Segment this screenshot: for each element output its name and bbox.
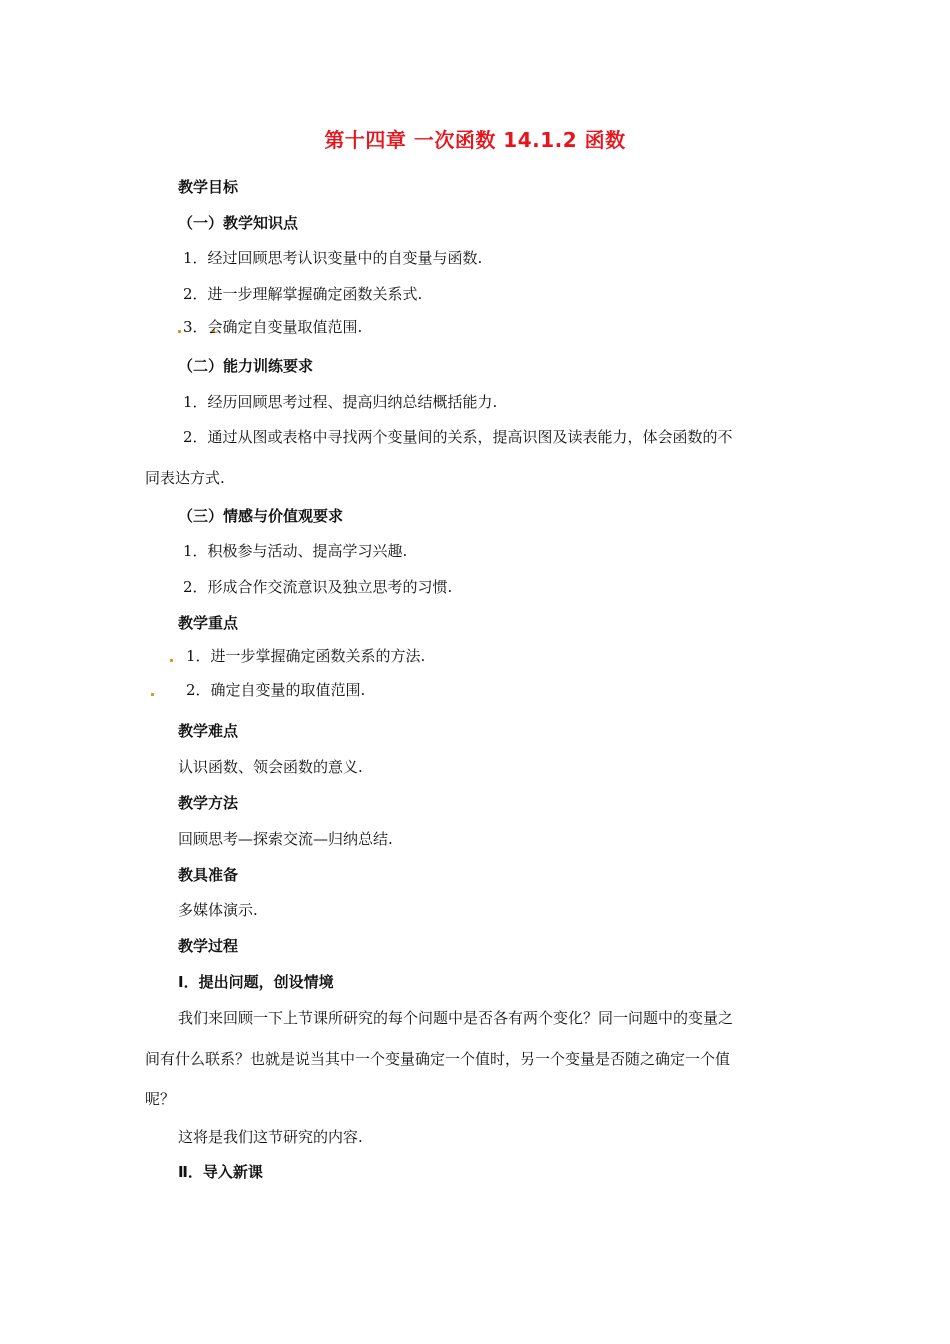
key-point-item-1: 1．进一步掌握确定函数关系的方法. <box>186 647 426 665</box>
marker-dot <box>151 693 154 696</box>
key-point-item-2: 2．确定自变量的取值范围. <box>186 681 366 699</box>
process-paragraph-2: 这将是我们这节研究的内容. <box>178 1128 363 1146</box>
heading-key-points: 教学重点 <box>178 614 239 632</box>
marker-dot <box>170 659 173 662</box>
process-step-2-heading: Ⅱ．导入新课 <box>178 1163 263 1181</box>
marker-dot <box>178 330 181 333</box>
process-step-1-heading: Ⅰ．提出问题，创设情境 <box>178 973 334 991</box>
process-paragraph-line-1: 我们来回顾一下上节课所研究的每个问题中是否各有两个变化？同一问题中的变量之 <box>178 1009 734 1027</box>
process-paragraph-line-3: 呢？ <box>145 1090 176 1108</box>
knowledge-item-2: 2．进一步理解掌握确定函数关系式. <box>183 285 423 303</box>
document-title: 第十四章 一次函数 14.1.2 函数 <box>324 128 626 152</box>
teaching-aids-text: 多媒体演示. <box>178 901 258 919</box>
subheading-ability-requirements: （二）能力训练要求 <box>178 357 314 375</box>
subheading-values-requirements: （三）情感与价值观要求 <box>178 507 344 525</box>
teaching-method-text: 回顾思考—探索交流—归纳总结. <box>178 830 393 848</box>
knowledge-item-1: 1．经过回顾思考认识变量中的自变量与函数. <box>183 249 483 267</box>
knowledge-item-3: 3．会确定自变量取值范围. <box>183 318 363 336</box>
ability-item-1: 1．经历回顾思考过程、提高归纳总结概括能力. <box>183 393 498 411</box>
ability-item-2-continued: 同表达方式. <box>145 469 225 487</box>
ability-item-2: 2．通过从图或表格中寻找两个变量间的关系，提高识图及读表能力，体会函数的不 <box>183 428 733 446</box>
process-paragraph-line-2: 间有什么联系？也就是说当其中一个变量确定一个值时，另一个变量是否随之确定一个值 <box>145 1050 731 1068</box>
subheading-knowledge-points: （一）教学知识点 <box>178 214 299 232</box>
heading-difficulties: 教学难点 <box>178 722 239 740</box>
difficulties-text: 认识函数、领会函数的意义. <box>178 758 363 776</box>
values-item-1: 1．积极参与活动、提高学习兴趣. <box>183 542 408 560</box>
heading-teaching-process: 教学过程 <box>178 937 239 955</box>
values-item-2: 2．形成合作交流意识及独立思考的习惯. <box>183 578 453 596</box>
heading-teaching-aids: 教具准备 <box>178 866 239 884</box>
heading-teaching-method: 教学方法 <box>178 794 239 812</box>
heading-teaching-goals: 教学目标 <box>178 178 239 196</box>
